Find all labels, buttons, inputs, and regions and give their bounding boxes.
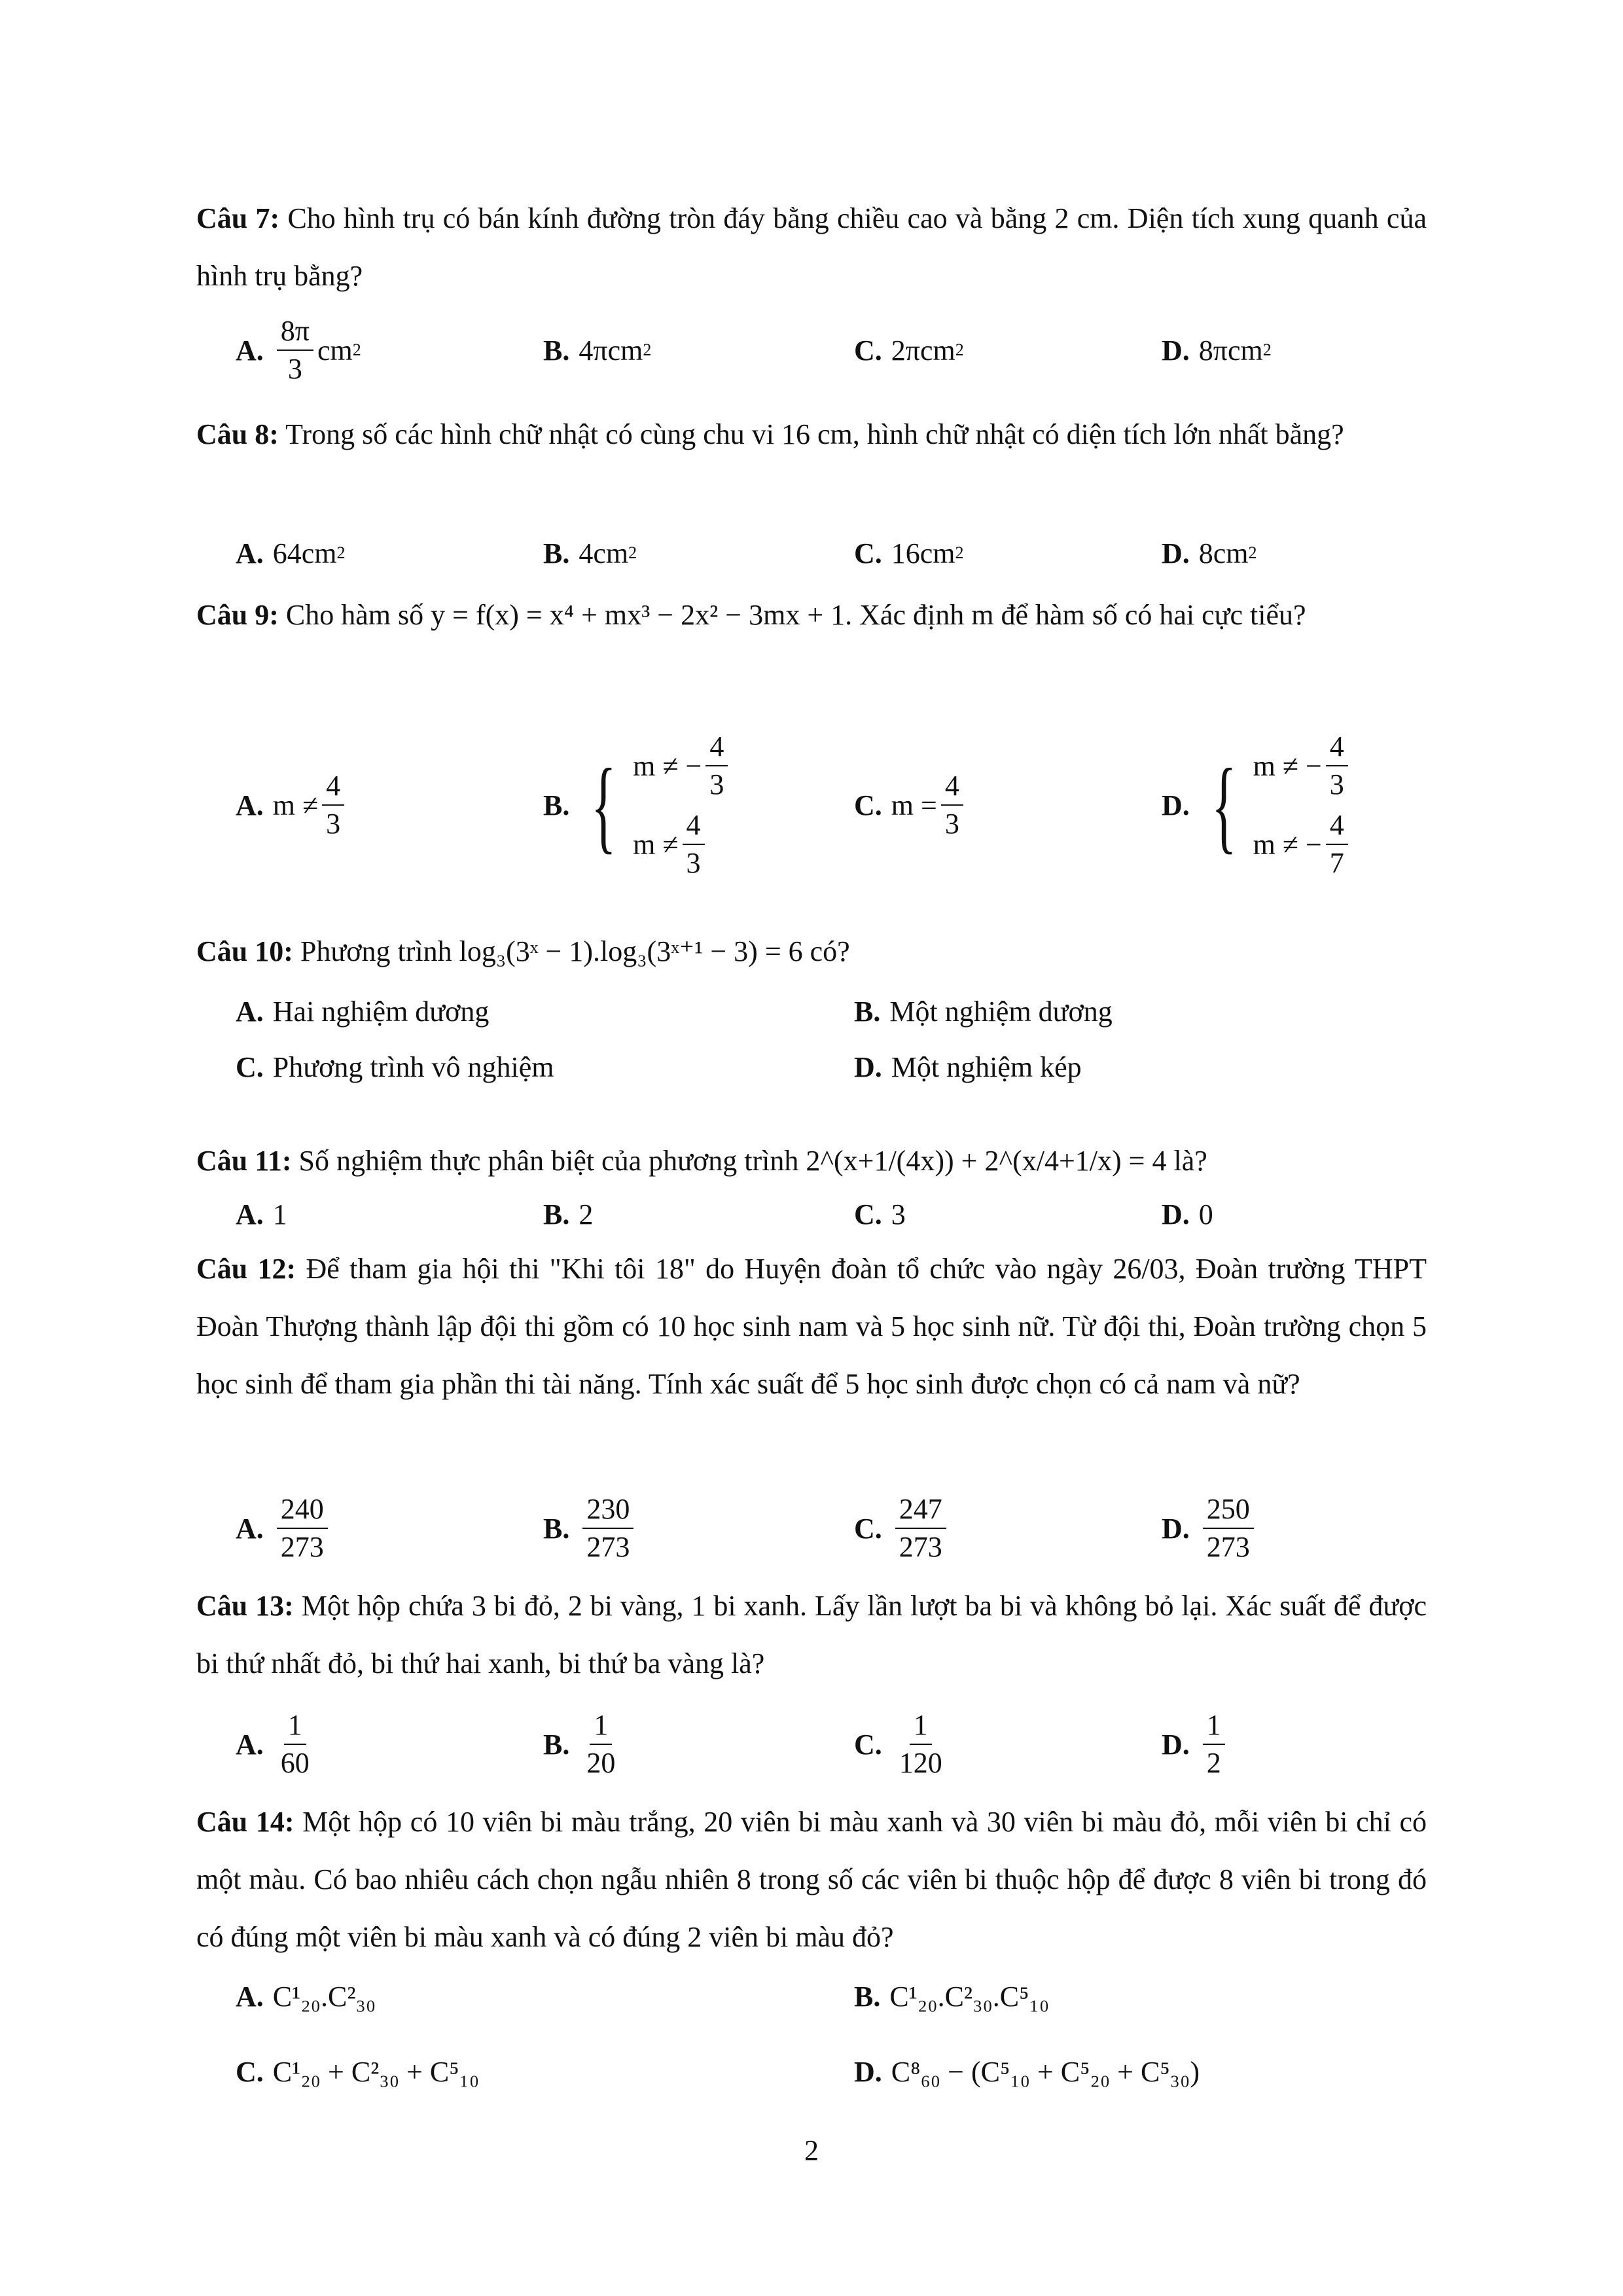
option-b[interactable]: B. 4cm 2 [543, 537, 637, 569]
question-10: Câu 10: Phương trình log₃(3ˣ − 1).log₃(3ˣ⁺¹ − 3) = 6 có? [196, 935, 850, 967]
question-11: Câu 11: Số nghiệm thực phân biệt của phương trình 2^(x+1/(4x)) + 2^(x/4+1/x) = 4 là? [196, 1145, 1207, 1177]
option-c[interactable]: C. 16cm 2 [854, 537, 964, 569]
option-a[interactable]: A. 64cm 2 [236, 537, 346, 569]
question-10-options-row1 [236, 982, 1440, 1041]
left-brace: { [1211, 747, 1237, 863]
question-14-options-row1 [236, 1964, 1440, 2029]
question-7-options [236, 314, 1440, 386]
page-number: 2 [804, 2134, 819, 2166]
option-a[interactable]: A. m ≠ $\frac{4}{3}$ [236, 720, 348, 890]
option-d[interactable]: D. { m ≠ − $\frac{4}{3}$ m ≠ − $\frac{4}{7}$ [1162, 720, 1352, 890]
question-9-options [236, 720, 1440, 890]
option-b[interactable]: B. 4πcm 2 [543, 334, 652, 367]
question-label: Câu 9: [196, 599, 279, 631]
question-11-options [236, 1185, 1440, 1244]
question-12-options [236, 1482, 1440, 1574]
option-d[interactable]: D. $\frac{250}{273}$ [1162, 1482, 1258, 1574]
option-a[interactable]: A. $\frac{8\pi}{3}$ cm 2 [236, 314, 361, 385]
formula: y = f(x) = x⁴ + mx³ − 2x² − 3mx + 1. [431, 599, 853, 631]
option-b[interactable]: B. C¹₂₀.C²₃₀.C⁵₁₀ [854, 1980, 1050, 2013]
option-a[interactable]: A. C¹₂₀.C²₃₀ [236, 1980, 376, 2013]
question-8 [196, 406, 1427, 463]
question-14-options-row2 [236, 2039, 1440, 2104]
option-b[interactable]: B. $\frac{230}{273}$ [543, 1482, 637, 1574]
question-text: Cho hình trụ có bán kính đường tròn đáy bằng chiều cao và bằng 2 cm. Diện tích xung quanh của hình trụ bằng? [196, 202, 1427, 292]
question-label: Câu 10: [196, 935, 293, 967]
option-d[interactable]: D. 8πcm 2 [1162, 334, 1272, 367]
question-12 [196, 1240, 1427, 1413]
question-9: Câu 9: Cho hàm số y = f(x) = x⁴ + mx³ − 2x² − 3mx + 1. Xác định m để hàm số có hai cực tiểu? [196, 599, 1306, 631]
formula: log₃(3ˣ − 1).log₃(3ˣ⁺¹ − 3) = 6 [459, 935, 803, 967]
question-label: Câu 13: [196, 1590, 294, 1622]
question-text: Một hộp chứa 3 bi đỏ, 2 bi vàng, 1 bi xanh. Lấy lần lượt ba bi và không bỏ lại. Xác suất để được bi thứ nhất đỏ, bi thứ hai xanh, bi thứ ba vàng là? [196, 1590, 1427, 1679]
option-c[interactable]: C. 2πcm 2 [854, 334, 964, 367]
question-label: Câu 11: [196, 1145, 292, 1177]
left-brace: { [591, 747, 616, 863]
formula: 2^(x+1/(4x)) + 2^(x/4+1/x) = 4 [806, 1145, 1167, 1177]
question-8-options [236, 517, 1440, 589]
question-14 [196, 1793, 1427, 1966]
question-label: Câu 12: [196, 1253, 296, 1285]
option-d[interactable]: D. Một nghiệm kép [854, 1050, 1082, 1083]
option-b[interactable]: B. Một nghiệm dương [854, 995, 1113, 1028]
question-text: Trong số các hình chữ nhật có cùng chu vi 16 cm, hình chữ nhật có diện tích lớn nhất bằng? [278, 418, 1344, 450]
question-text: Một hộp có 10 viên bi màu trắng, 20 viên bi màu xanh và 30 viên bi màu đỏ, mỗi viên bi chỉ có một màu. Có bao nhiêu cách chọn ngẫu nhiên 8 trong số các viên bi thuộc hộp để được 8 viên bi trong đó có đúng một viên bi màu xanh và có đúng 2 viên bi màu đỏ? [196, 1806, 1427, 1953]
option-b[interactable]: B. 2 [543, 1198, 594, 1230]
question-label: Câu 14: [196, 1806, 294, 1838]
option-d[interactable]: D. 8cm 2 [1162, 537, 1257, 569]
option-c[interactable]: C. 3 [854, 1198, 906, 1230]
option-c[interactable]: C. m = $\frac{4}{3}$ [854, 720, 967, 890]
option-c[interactable]: C. $\frac{1}{120}$ [854, 1708, 942, 1779]
question-13-options [236, 1698, 1440, 1790]
question-label: Câu 8: [196, 418, 279, 450]
option-d[interactable]: D. 0 [1162, 1198, 1213, 1230]
fraction: $\frac{8\pi}{3}$ [277, 315, 313, 386]
option-a[interactable]: A. $\frac{240}{273}$ [236, 1482, 332, 1574]
option-a[interactable]: A. 1 [236, 1198, 287, 1230]
question-label: Câu 7: [196, 202, 280, 234]
question-13 [196, 1577, 1427, 1693]
question-7 [196, 190, 1427, 305]
option-a[interactable]: A. Hai nghiệm dương [236, 995, 490, 1028]
option-b[interactable]: B. { m ≠ − $\frac{4}{3}$ m ≠ $\frac{4}{3}$ [543, 720, 732, 890]
option-d[interactable]: D. $\frac{1}{2}$ [1162, 1698, 1229, 1790]
option-b[interactable]: B. $\frac{1}{20}$ [543, 1708, 616, 1779]
question-10-options-row2 [236, 1037, 1440, 1096]
option-c[interactable]: C. Phương trình vô nghiệm [236, 1050, 554, 1083]
option-d[interactable]: D. C⁸₆₀ − (C⁵₁₀ + C⁵₂₀ + C⁵₃₀) [854, 2055, 1200, 2088]
question-text: Để tham gia hội thi "Khi tôi 18" do Huyện đoàn tổ chức vào ngày 26/03, Đoàn trường THPT Đoàn Thượng thành lập đội thi gồm có 10 học sinh nam và 5 học sinh nữ. Từ đội thi, Đoàn trường chọn 5 học sinh để tham gia phần thi tài năng. Tính xác suất để 5 học sinh được chọn có cả nam và nữ? [196, 1253, 1427, 1400]
option-c[interactable]: C. $\frac{247}{273}$ [854, 1482, 950, 1574]
option-a[interactable]: A. $\frac{1}{60}$ [236, 1708, 310, 1779]
option-c[interactable]: C. C¹₂₀ + C²₃₀ + C⁵₁₀ [236, 2055, 480, 2088]
